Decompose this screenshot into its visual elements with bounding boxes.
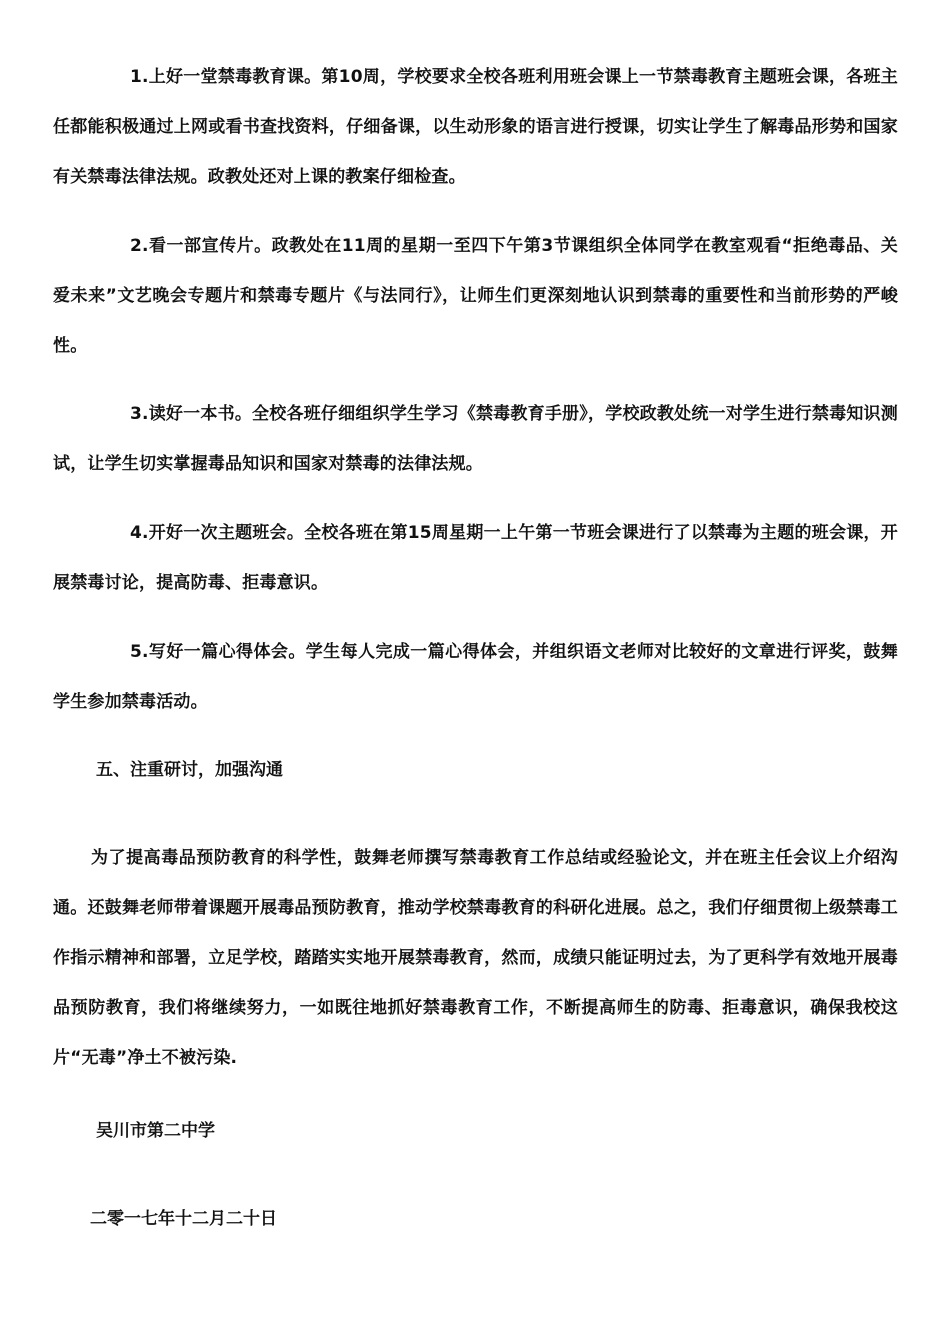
paragraph-item-5: 5.写好一篇心得体会。学生每人完成一篇心得体会，并组织语文老师对比较好的文章进行评奖，鼓舞学生参加禁毒活动。 [53,642,898,712]
closing-paragraph: 为了提高毒品预防教育的科学性，鼓舞老师撰写禁毒教育工作总结或经验论文，并在班主任会议上介绍沟通。还鼓舞老师带着课题开展毒品预防教育，推动学校禁毒教育的科研化进展。总之，我们仔细贯彻上级禁毒工作指示精神和部署，立足学校，踏踏实实地开展禁毒教育，然而，成绩只能证明过去，为了更科学有效地开展毒品预防教育，我们将继续努力，一如既往地抓好禁毒教育工作，不断提高师生的防毒、拒毒意识，确保我校这片“无毒”净土不被污染. [53,848,898,1068]
paragraph-item-4: 4.开好一次主题班会。全校各班在第15周星期一上午第一节班会课进行了以禁毒为主题的班会课，开展禁毒讨论，提高防毒、拒毒意识。 [53,523,898,593]
paragraph-item-2: 2.看一部宣传片。政教处在11周的星期一至四下午第3节课组织全体同学在教室观看“拒绝毒品、关爱未来”文艺晚会专题片和禁毒专题片《与法同行》，让师生们更深刻地认识到禁毒的重要性和当前形势的严峻性。 [53,236,898,356]
paragraph-item-3: 3.读好一本书。全校各班仔细组织学生学习《禁毒教育手册》，学校政教处统一对学生进行禁毒知识测试，让学生切实掌握毒品知识和国家对禁毒的法律法规。 [53,404,898,474]
signature-school: 吴川市第二中学 [96,1121,215,1141]
signature-date: 二零一七年十二月二十日 [90,1209,277,1229]
paragraph-item-1: 1.上好一堂禁毒教育课。第10周，学校要求全校各班利用班会课上一节禁毒教育主题班会课，各班主任都能积极通过上网或看书查找资料，仔细备课，以生动形象的语言进行授课，切实让学生了解毒品形势和国家有关禁毒法律法规。政教处还对上课的教案仔细检查。 [53,67,898,187]
section-heading: 五、注重研讨，加强沟通 [96,760,283,780]
